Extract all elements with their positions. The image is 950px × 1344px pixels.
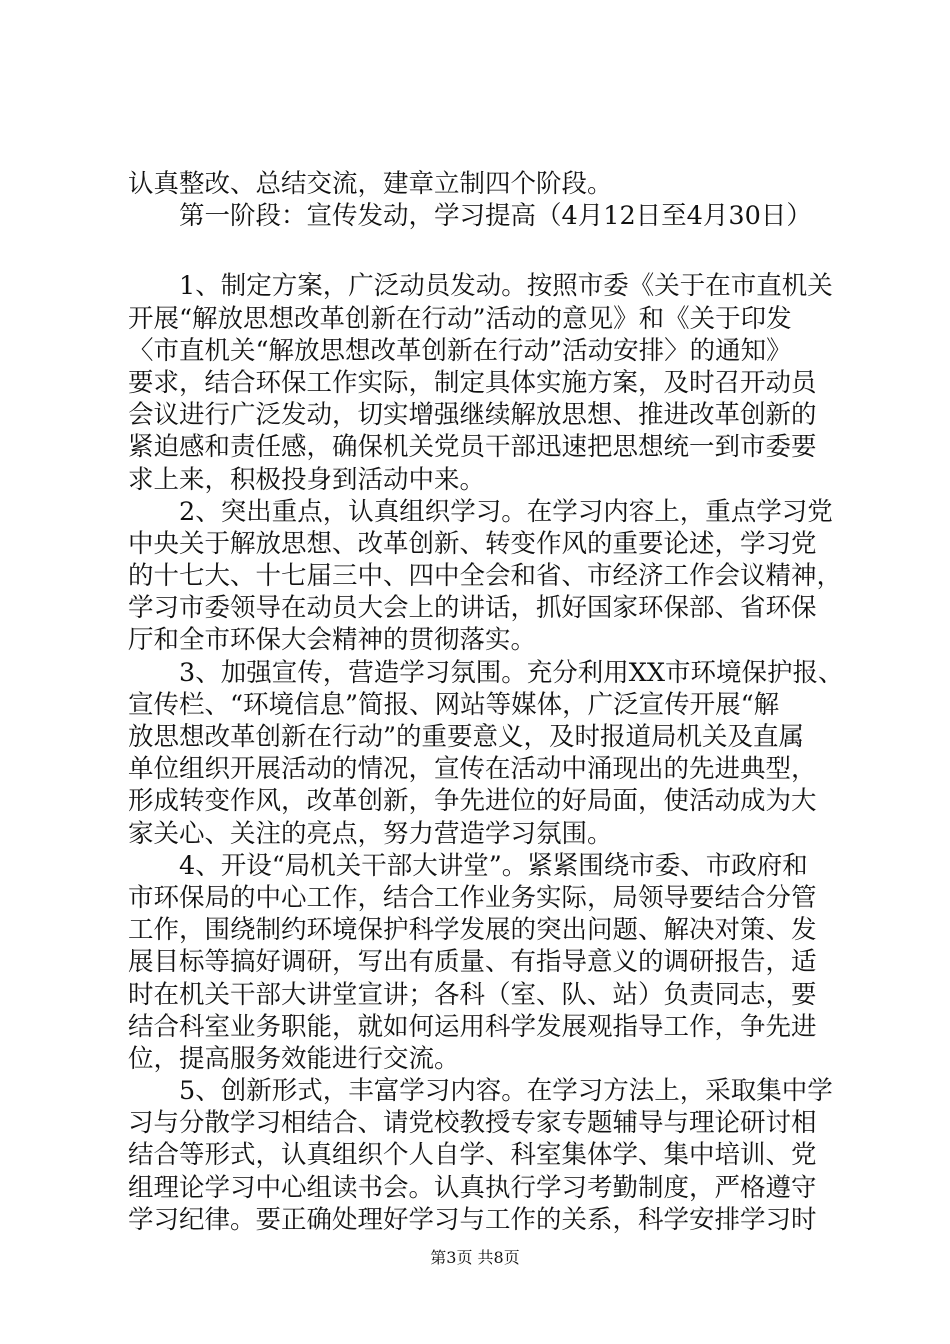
paragraph-line: 时在机关干部大讲堂宣讲；各科（室、队、站）负责同志，要: [128, 979, 817, 1010]
paragraph: [128, 496, 843, 657]
paragraph-line: 的十七大、十七届三中、四中全会和省、市经济工作会议精神，: [128, 561, 843, 592]
paragraph-line: 位，提高服务效能进行交流。: [128, 1043, 460, 1074]
paragraph-list: [128, 270, 844, 1236]
paragraph-line: 2、突出重点，认真组织学习。在学习内容上，重点学习党: [128, 496, 833, 527]
document-body: [128, 168, 844, 1236]
paragraph: [128, 657, 844, 850]
page-footer: 第3页 共8页: [430, 1248, 520, 1267]
paragraph-line: 学习纪律。要正确处理好学习与工作的关系，科学安排学习时: [128, 1204, 817, 1235]
paragraph-line: 形成转变作风，改革创新，争先进位的好局面，使活动成为大: [128, 786, 817, 817]
paragraph-line: 紧迫感和责任感，确保机关党员干部迅速把思想统一到市委要: [128, 432, 817, 463]
paragraph-line: 会议进行广泛发动，切实增强继续解放思想、推进改革创新的: [128, 400, 817, 431]
paragraph-line: 市环保局的中心工作，结合工作业务实际，局领导要结合分管: [128, 882, 817, 913]
paragraph-line: 开展“解放思想改革创新在行动”活动的意见》和《关于印发: [128, 303, 792, 334]
paragraph-line: 放思想改革创新在行动”的重要意义，及时报道局机关及直属: [128, 722, 805, 752]
intro-line: 认真整改、总结交流，建章立制四个阶段。: [128, 169, 613, 199]
paragraph-line: 〈市直机关“解放思想改革创新在行动”活动安排〉的通知》: [128, 335, 792, 366]
paragraph-line: 4、开设“局机关干部大讲堂”。紧紧围绕市委、市政府和: [128, 850, 808, 881]
stage-heading: 第一阶段：宣传发动，学习提高（4月12日至4月30日）: [128, 201, 812, 232]
paragraph-line: 展目标等搞好调研，写出有质量、有指导意义的调研报告，适: [128, 947, 817, 978]
paragraph-line: 结合科室业务职能，就如何运用科学发展观指导工作，争先进: [128, 1011, 817, 1042]
paragraph-line: 习与分散学习相结合、请党校教授专家专题辅导与理论研讨相: [128, 1108, 817, 1139]
paragraph: [128, 850, 833, 1075]
paragraph-line: 1、制定方案，广泛动员发动。按照市委《关于在市直机关: [128, 271, 833, 302]
paragraph-line: 宣传栏、“环境信息”简报、网站等媒体，广泛宣传开展“解: [128, 689, 780, 720]
paragraph-line: 家关心、关注的亮点，努力营造学习氛围。: [128, 818, 613, 849]
paragraph: [128, 270, 833, 495]
paragraph: [128, 1075, 833, 1236]
paragraph-line: 中央关于解放思想、改革创新、转变作风的重要论述，学习党: [128, 528, 817, 559]
paragraph-line: 单位组织开展活动的情况，宣传在活动中涌现出的先进典型，: [128, 754, 817, 785]
paragraph-line: 厅和全市环保大会精神的贯彻落实。: [128, 625, 537, 656]
heading-gap: [128, 232, 833, 270]
paragraph-line: 3、加强宣传，营造学习氛围。充分利用XX市环境保护报、: [128, 657, 844, 688]
paragraph-line: 学习市委领导在动员大会上的讲话，抓好国家环保部、省环保: [128, 593, 817, 624]
paragraph-line: 求上来，积极投身到活动中来。: [128, 464, 486, 495]
paragraph-line: 工作，围绕制约环境保护科学发展的突出问题、解决对策、发: [128, 915, 817, 946]
paragraph-line: 要求，结合环保工作实际，制定具体实施方案，及时召开动员: [128, 367, 817, 398]
paragraph-line: 5、创新形式，丰富学习内容。在学习方法上，采取集中学: [128, 1076, 833, 1107]
paragraph-line: 组理论学习中心组读书会。认真执行学习考勤制度，严格遵守: [128, 1172, 817, 1203]
paragraph-line: 结合等形式，认真组织个人自学、科室集体学、集中培训、党: [128, 1140, 817, 1171]
